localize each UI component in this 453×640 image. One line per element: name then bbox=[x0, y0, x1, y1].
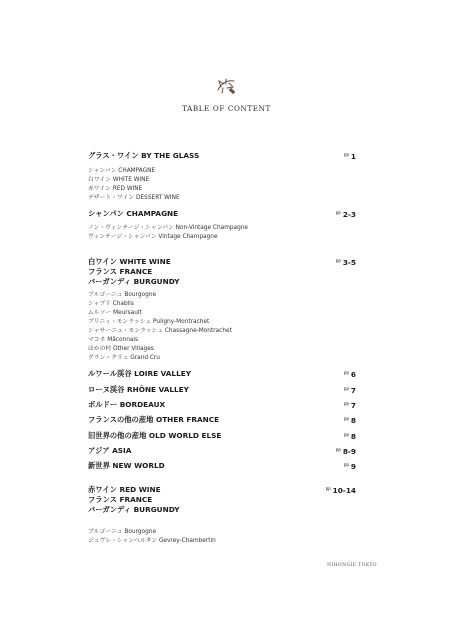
section-heading: ルワール渓谷 LOIRE VALLEY bbox=[88, 369, 191, 378]
section-heading: グラス・ワイン BY THE GLASS bbox=[88, 151, 200, 160]
list-item: マコネ Mâconnais bbox=[88, 337, 139, 343]
page-number: $^{PP}$ 8-9 bbox=[335, 447, 356, 456]
list-item: シャサーニュ・モンラッシェ Chassagne-Montrachet bbox=[88, 328, 232, 334]
page-number: $^{PP}$ 10-14 bbox=[325, 486, 356, 495]
section-heading: 赤ワイン RED WINE bbox=[88, 485, 161, 494]
section-subheading: バーガンディ BURGUNDY bbox=[88, 277, 180, 286]
list-item: 白ワイン WHITE WINE bbox=[88, 177, 150, 183]
section-subheading: フランス FRANCE bbox=[88, 267, 153, 276]
page-number: $^{PP}$ 8 bbox=[343, 432, 356, 441]
page-number: $^{PP}$ 8 bbox=[343, 416, 356, 425]
page-number: $^{PP}$ 6 bbox=[343, 370, 356, 379]
section-heading: ローヌ渓谷 RHÔNE VALLEY bbox=[88, 385, 189, 394]
list-item: ブルゴーニュ Bourgogne bbox=[88, 529, 157, 535]
section-heading: ボルドー BORDEAUX bbox=[88, 400, 166, 409]
list-item: シャンパン CHAMPAGNE bbox=[88, 168, 156, 174]
list-item: ムルソー Meursault bbox=[88, 310, 142, 316]
list-item: ブルゴーニュ Bourgogne bbox=[88, 292, 157, 298]
footer-brand: NIHONGIE·TOKYO bbox=[327, 563, 377, 568]
list-item: ほかの村 Other Villages bbox=[88, 346, 154, 352]
list-item: ヴィンテージ・シャンパン Vintage Champagne bbox=[88, 234, 218, 240]
list-item: ブリニィ・モンラッシェ Puligny-Montrachet bbox=[88, 319, 210, 325]
list-item: ジュヴレ・シャンベルタン Gevrey-Chambertin bbox=[88, 538, 216, 544]
page-title: TABLE OF CONTENT bbox=[182, 104, 271, 113]
section-heading: アジア ASIA bbox=[88, 446, 132, 455]
list-item: 赤ワイン RED WINE bbox=[88, 186, 143, 192]
section-heading: 白ワイン WHITE WINE bbox=[88, 257, 171, 266]
section-heading: シャンパン CHAMPAGNE bbox=[88, 209, 179, 218]
page-number: $^{PP}$ 9 bbox=[343, 462, 356, 471]
list-item: シャブリ Chablis bbox=[88, 301, 134, 307]
page-number: $^{PP}$ 7 bbox=[343, 386, 356, 395]
section-subheading: フランス FRANCE bbox=[88, 495, 153, 504]
list-item: グラン・クリュ Grand Cru bbox=[88, 355, 160, 361]
page-number: $^{PP}$ 2-3 bbox=[335, 210, 356, 219]
page-number: $^{PP}$ 7 bbox=[343, 401, 356, 410]
section-heading: フランスの他の産地 OTHER FRANCE bbox=[88, 415, 220, 424]
page-number: $^{PP}$ 3-5 bbox=[335, 258, 356, 267]
page-number: $^{PP}$ 1 bbox=[343, 152, 356, 161]
list-item: ノン・ヴィンテージ・シャンパン Non-Vintage Champagne bbox=[88, 225, 248, 231]
section-heading: 旧世界の他の産地 OLD WORLD ELSE bbox=[88, 431, 222, 440]
vine-leaf-icon bbox=[214, 76, 238, 96]
list-item: デザート・ワイン DESSERT WINE bbox=[88, 195, 180, 201]
section-subheading: バーガンディ BURGUNDY bbox=[88, 505, 180, 514]
section-heading: 新世界 NEW WORLD bbox=[88, 461, 165, 470]
